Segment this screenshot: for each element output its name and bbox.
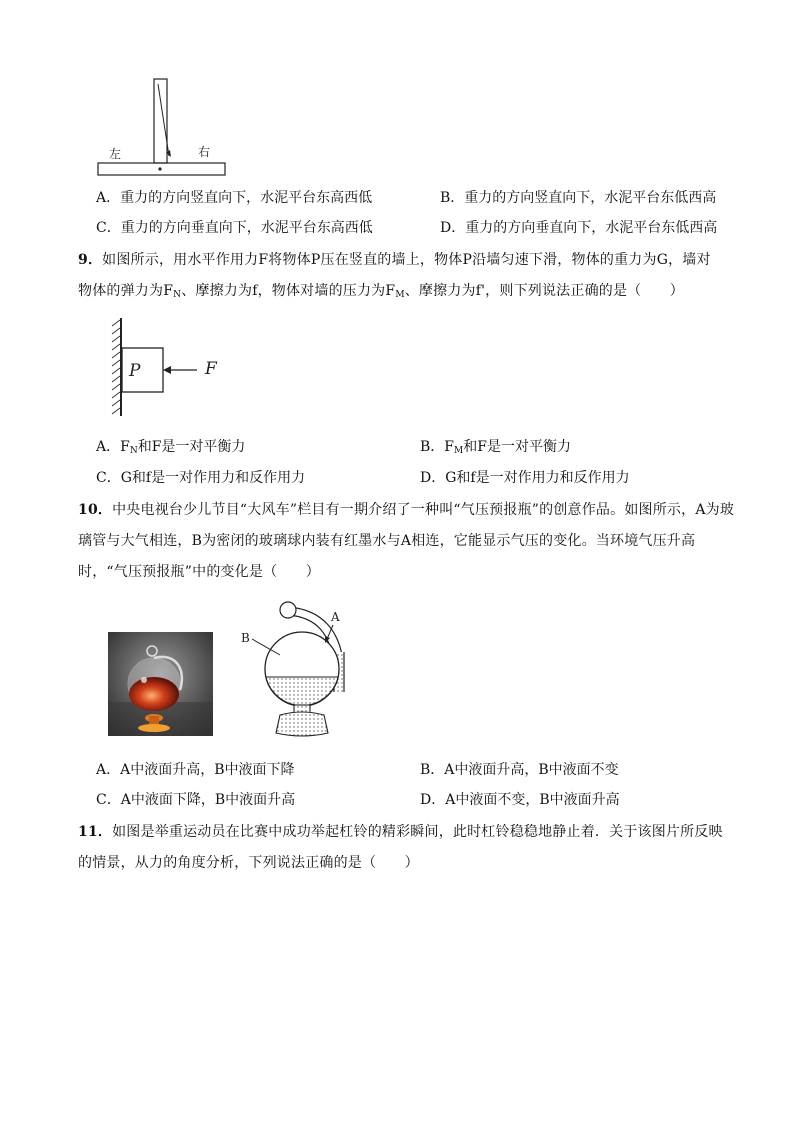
- center-dot: [158, 167, 161, 170]
- q11-stem-text1: 如图是举重运动员在比赛中成功举起杠铃的精彩瞬间，此时杠铃稳稳地静止着．关于该图片所反映: [112, 824, 723, 840]
- q9-stem-line2: [78, 280, 684, 300]
- q11-stem-line1: [78, 821, 723, 841]
- ball-base: [276, 712, 328, 736]
- q9-option-b[interactable]: [420, 436, 571, 456]
- q10-option-b[interactable]: B．A中液面升高，B中液面不变: [420, 762, 619, 778]
- force-arrow-head: [163, 366, 171, 374]
- q10-stem-line3: 时，“气压预报瓶”中的变化是（ ）: [78, 564, 320, 580]
- wall-hatching: [112, 320, 120, 414]
- q9-option-b-sub: M: [454, 446, 464, 456]
- q9-stem-text2b: 、摩擦力为f，物体对墙的压力为F: [181, 283, 396, 299]
- level-stick: [154, 79, 167, 163]
- q10-stem-line1: [78, 499, 734, 519]
- q9-option-c[interactable]: C．G和f是一对作用力和反作用力: [96, 470, 306, 486]
- top-knob: [280, 602, 296, 618]
- q8-figure: [95, 76, 230, 178]
- q11-stem-line2: 的情景，从力的角度分析，下列说法正确的是（ ）: [78, 855, 419, 871]
- label-b: B: [241, 631, 250, 645]
- q9-number: 9．: [78, 252, 103, 268]
- q10-stem-line2: 璃管与大气相连，B为密闭的玻璃球内装有红墨水与A相连，它能显示气压的变化。当环境气压升高: [78, 533, 696, 549]
- q10-option-a[interactable]: A．A中液面升高，B中液面下降: [96, 762, 295, 778]
- q9-figure: [105, 316, 230, 420]
- q8-option-a[interactable]: A．重力的方向竖直向下，水泥平台东高西低: [96, 190, 373, 206]
- q8-option-c[interactable]: C．重力的方向垂直向下，水泥平台东高西低: [96, 220, 373, 236]
- label-right: 右: [198, 145, 211, 159]
- q9-option-b-post: 和F是一对平衡力: [463, 439, 571, 455]
- force-label: F: [205, 359, 217, 379]
- q9-stem-text2a: 物体的弹力为F: [78, 283, 174, 299]
- q11-number: 11．: [78, 824, 113, 840]
- q9-option-a-sub: N: [129, 446, 138, 456]
- q9-stem-line1: [78, 249, 711, 269]
- q9-stem-text1: 如图所示，用水平作用力F将物体P压在竖直的墙上，物体P沿墙匀速下滑，物体的重力为G，墙对: [102, 252, 711, 268]
- q9-sub-m: M: [395, 290, 405, 300]
- label-left: 左: [109, 147, 122, 161]
- q10-stem-text1: 中央电视台少儿节目“大风车”栏目有一期介绍了一种叫“气压预报瓶”的创意作品。如图所示，A为玻: [112, 502, 735, 518]
- q8-option-b[interactable]: B．重力的方向竖直向下，水泥平台东低西高: [440, 190, 717, 206]
- q10-diagram: [236, 597, 356, 739]
- label-a: A: [331, 610, 340, 624]
- photo-red-liquid: [129, 677, 179, 711]
- q8-option-d[interactable]: D．重力的方向垂直向下，水泥平台东低西高: [440, 220, 718, 236]
- q10-option-c[interactable]: C．A中液面下降，B中液面升高: [96, 792, 296, 808]
- q9-option-a-pre: A．F: [96, 439, 130, 455]
- q9-stem-text2c: 、摩擦力为f'，则下列说法正确的是（ ）: [404, 283, 684, 299]
- q10-number: 10．: [78, 502, 113, 518]
- ball-liquid: [266, 677, 338, 705]
- block-p-label: P: [129, 361, 141, 381]
- q9-option-a-post: 和F是一对平衡力: [137, 439, 246, 455]
- q9-option-a[interactable]: [96, 436, 245, 456]
- q9-option-d[interactable]: D．G和f是一对作用力和反作用力: [420, 470, 630, 486]
- q9-option-b-pre: B．F: [420, 439, 455, 455]
- q10-photo: [108, 632, 213, 736]
- q9-sub-n: N: [173, 290, 182, 300]
- q10-option-d[interactable]: D．A中液面不变，B中液面升高: [420, 792, 620, 808]
